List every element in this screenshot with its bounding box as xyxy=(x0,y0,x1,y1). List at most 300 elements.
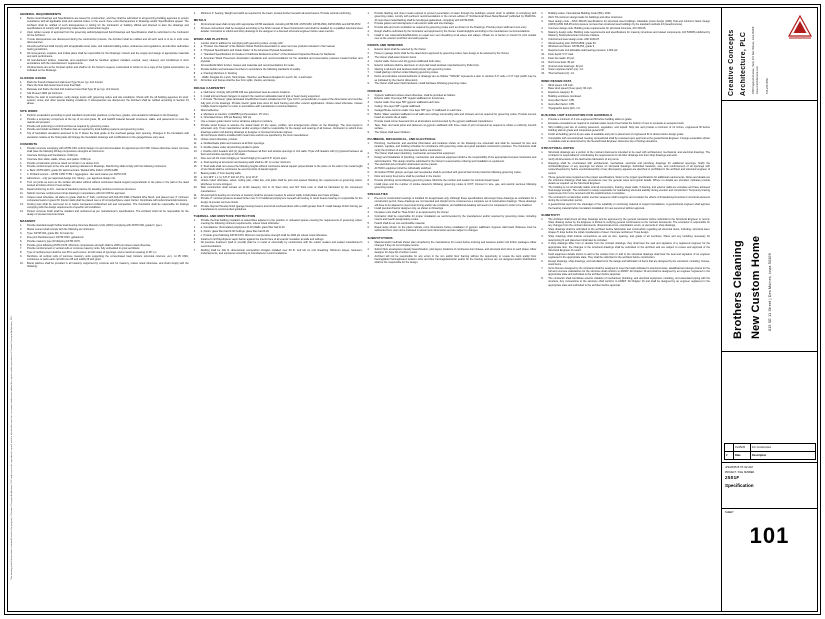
spec-item-number: 8. xyxy=(193,71,196,75)
spec-item-number: 12. xyxy=(193,145,198,149)
spec-item-number: 7. xyxy=(541,106,544,110)
spec-item-number: 3. xyxy=(367,254,370,258)
spec-item-number: 4. xyxy=(193,108,196,112)
spec-item xyxy=(541,242,710,252)
spec-item-number: 11. xyxy=(20,191,24,195)
spec-item xyxy=(20,38,189,45)
revision-header-row xyxy=(725,452,816,460)
spec-item xyxy=(194,157,363,160)
spec-item xyxy=(368,142,537,152)
spec-item-text: Structural drawings are a portion of the contract documents intended to be used with architectural, mechanical, and electrical drawings. The contractor is responsible for coordinating the requirements for all other drawings into their shop drawings and work. xyxy=(548,151,710,158)
spec-item-number: 1. xyxy=(20,113,23,117)
spec-item-number: 5. xyxy=(541,30,544,34)
spec-item-text: a. Nail frame: Comply with ASTM A36 use galvanized steel at exterior locations. xyxy=(200,90,291,94)
spec-item-text: b. Floors: glass fiber batt R-30 Ceilings: glass fiber batt R-49 xyxy=(200,229,269,233)
spec-item-text: a. 2x4 16'0" o.c. by 6.8'-0" 2x6 12'-0"/o. 12 & 10'-0" xyxy=(200,175,259,179)
spec-block xyxy=(541,213,710,287)
spec-item-text: Rock the final 2nd basement slab level Type W per typ. 2nd Interior. xyxy=(27,80,104,84)
spec-block-heading: STRUCTURAL NOTES xyxy=(541,146,575,150)
spec-item xyxy=(368,167,537,170)
specification-columns xyxy=(20,12,710,607)
spec-item-text: Before the start of construction, verify design levels with governing codes and site conditions. Check with the all building agencies for wind, seismic, snow, and other special loading conditions. If discrepancies are discovered, the Architect shall be notified according to Section 01 above. xyxy=(27,95,189,106)
spec-item xyxy=(194,205,363,212)
spec-item-text: Detail reinforcing to ACI - manual of standard practice for detailing reinforced concrete structures. xyxy=(27,187,137,191)
project-number: 2501F xyxy=(725,475,740,480)
spec-item-text: Concrete design code: Building code requirements for structural Concrete, ACI 318-05. xyxy=(548,26,647,30)
spec-item xyxy=(194,197,363,204)
spec-item xyxy=(368,34,537,41)
spec-item-number: 3. xyxy=(20,231,23,235)
spec-item-text: Verify all dimensions in the field before fabrication of any items. xyxy=(548,158,620,162)
spec-item xyxy=(194,146,363,149)
spec-item-text: Upon written receipt of approval from the governing authority/approved field Drawings and Specifications shall be submitted to the Contractor for the Architect. xyxy=(27,30,189,37)
spec-item xyxy=(541,133,710,136)
spec-item-text: Install pipes and the number of smoke detectors following governing codes & CO/T; Connect in wire, gas, and electric services following governing codes. xyxy=(374,182,537,189)
spec-item-number: 4. xyxy=(20,128,23,132)
spec-column-3 xyxy=(368,12,537,607)
spec-item-number: 6. xyxy=(20,243,23,247)
spec-block xyxy=(368,192,537,232)
spec-item-text: Provide fireproof firestop finish (garage firestop) beams around all overhead doors with a width greater than 8. Install Garage Finish framing per manufacturers recommended guidelines. xyxy=(200,204,363,211)
spec-item-number: 8. xyxy=(541,45,544,49)
spec-item xyxy=(541,137,710,144)
spec-item-number: 10. xyxy=(20,187,24,191)
spec-item-text: Perform excavations according to good standard construction practices, to the lines, grades, and elevations indicated on the Drawings. xyxy=(27,113,179,117)
spec-block-heading: WIND DESIGN DATA xyxy=(541,78,572,83)
sheet-number-block xyxy=(722,509,817,569)
spec-item-text: All manufactured articles, materials, and equipment shall be handled, applied, installed, erected, used, cleaned, and conditioned in strict accordance with the manufacturers' requirements. xyxy=(27,58,189,66)
spec-item-text: All structural steel shall comply with appropriate ASTM standards, including ASTM A36, ASTM A53, ASTM A500, ASTM A501 and ASTM A572. xyxy=(200,23,362,27)
spec-item-text: Gust effect factor: 0.85. xyxy=(548,98,575,102)
spec-item-number: 23. xyxy=(193,204,198,208)
spec-column-2 xyxy=(194,12,363,607)
spec-item-text: Windows and doors: ASTM A53, grade 5. xyxy=(548,45,595,49)
spec-item-number: 13. xyxy=(541,64,545,68)
spec-item-number: 9. xyxy=(541,49,544,53)
spec-block xyxy=(368,236,537,265)
spec-item xyxy=(541,176,710,186)
spec-item xyxy=(194,142,363,145)
spec-item xyxy=(541,277,710,287)
spec-item-text: Snow exposure factor (ce): 1.0. xyxy=(548,68,584,72)
spec-item-text: a. Stud spacing at all exterior and bearing walls shall be 16" on center minimum. xyxy=(200,160,292,164)
spec-item-text: Cold-formed steel design code: AISI S100-07. xyxy=(548,37,600,41)
spec-item-text: b. Double plates under all plumbing parallel to joists. xyxy=(200,145,260,149)
spec-item-number: 4. xyxy=(541,95,544,99)
spec-item-number: 5. xyxy=(20,95,23,99)
spec-item xyxy=(194,230,363,233)
spec-item-text: Provide reinforcement or vertical cells or concrete masonry units, fully embedded in grout as follows: xyxy=(27,247,140,251)
spec-item xyxy=(20,232,189,235)
spec-item-text: Architect will not be responsible for any errors in the non and/or floor framing without the opportunity to review the work and/or floor framing/joists framing/issues location sizes and floor framing/joists/order and/or for the framing services are not designed and/or distributions shall be the responsible for the design. xyxy=(374,254,537,265)
spec-item-text: Wind speed: 115 mph. xyxy=(548,83,574,87)
spec-item-text: c. Double 2x12 headers with (1) plywood between all floor and window openings in 2x4 walls. Triple 2x8 headers with (2) plywood between all floor and window openings at 2x6 walls. xyxy=(200,149,363,157)
spec-item-number: 3. xyxy=(541,91,544,95)
spec-item-text: Drawings shall be coordinated with architectural, mechanical, electrical and plumbing drawings for additional openings. Notify the Architect/Engineer of any openings not shown on structural drawings. Submitted locations, size, and reinforcement of all openings with respect/required by before erection/assembly of any discrepancy appears are sketched or prohibited in the architect and structural engineer of record. xyxy=(548,161,710,175)
spec-item-text: Provide soil poisoning to control termites as required by governing codes. xyxy=(27,124,110,128)
spec-item-number: 5. xyxy=(367,222,370,226)
spec-item-text: Plumbing, mechanical, and electrical information and locations shown on the Drawings are schematic and shall be reviewed for size and location, supplies, and building schedule for compliance with governing codes and good standard construction practices. The Contractor shall verify the Architect of any discrepancies before construction. xyxy=(374,142,537,152)
spec-item-number: 7. xyxy=(541,41,544,45)
spec-item xyxy=(368,179,537,182)
spec-item xyxy=(194,186,363,193)
spec-item-text: The Owner shall select finishes. xyxy=(374,130,411,134)
spec-item-text: The building is not structurally stable until all connections, framing, shear walls, X-bracing, and exterior walls are complete and have achieved final design strength. The contractor is solely responsible for maintaining structural stability during erection and construction. Temporary bracing systems are from to be removed until the work/structure is complete. xyxy=(548,185,710,196)
spec-item-text: Ceiling: One layer 5/8" regular wallboard. xyxy=(374,105,421,109)
spec-item xyxy=(368,60,537,63)
spec-item-number: 20. xyxy=(193,186,198,190)
spec-item-number: 1. xyxy=(193,41,196,45)
spec-item xyxy=(541,91,710,94)
spec-item-text: Gust effect factor: 0.85. xyxy=(548,102,575,106)
spec-item-number: 14. xyxy=(20,209,24,213)
spec-item-text: Provide builder and laminated members in accordance the following standards of quality: xyxy=(200,67,301,71)
spec-item xyxy=(20,262,189,269)
spec-item-text: Bearing walls, 2' from bearing walls, xyxy=(200,171,242,175)
spec-item-text: Admixtures – only per approved design mix. Slump – per approved design mix. xyxy=(27,176,116,180)
spec-item-number: 19. xyxy=(193,179,198,183)
spec-block xyxy=(368,43,537,85)
spec-block xyxy=(194,86,363,211)
spec-item xyxy=(368,197,537,207)
spec-item-text: Masonry design code: Building code requirements and specifications for masonry structures and related components, ACI 530/05 published by Masonry Society/American Concrete Institute. xyxy=(548,30,710,37)
spec-block xyxy=(20,219,189,268)
spec-column-4 xyxy=(541,12,710,607)
spec-item-text: Type: ASTM C91, grade M2, for local mix. xyxy=(27,231,75,235)
spec-block xyxy=(368,12,537,40)
spec-item xyxy=(541,267,710,277)
spec-item-number: 1. xyxy=(541,117,544,121)
spec-item-number: 5. xyxy=(20,165,23,169)
spec-item-number: 2. xyxy=(541,87,544,91)
spec-item-number: 16. xyxy=(193,164,198,168)
spec-item-number: 7. xyxy=(367,119,370,123)
spec-item-number: 3. xyxy=(193,229,196,233)
spec-item-text: All HVAC equipment shall be individually switched. xyxy=(374,167,432,171)
spec-block xyxy=(541,146,710,210)
spec-item xyxy=(194,79,363,82)
firm-identity-block xyxy=(722,8,817,101)
spec-item-text: Provide a minimum of 3 non-engineered fill before building slabs on grade. xyxy=(548,117,633,121)
spec-block-heading: SUBSTITUTIONS xyxy=(367,235,393,240)
spec-item-number: 5. xyxy=(541,136,544,140)
spec-item-number: 9. xyxy=(193,134,196,138)
spec-item-text: Provide grout following ASTM C476. Minimum compressive strength shall be 2000 psi unless noted otherwise. xyxy=(27,243,152,247)
spec-item-number: 5. xyxy=(20,239,23,243)
spec-item xyxy=(20,52,189,59)
spec-block-heading: ROUGH CARPENTRY xyxy=(193,85,226,90)
spec-item-text: Finish all building yard to its pre-state of available and prior to placement of engineered fill or above before design grade. xyxy=(548,132,685,136)
project-identity-block xyxy=(722,101,817,352)
spec-item xyxy=(541,53,710,56)
spec-item-number: 1. xyxy=(20,17,23,20)
spec-item-text: The electrical sub-contractor shall select service panels. xyxy=(374,163,438,167)
spec-item-text: Design drawings, shop drawings, and calculations for the design and fabrication of items that are designed by the contractor, including: trusses, wood items. xyxy=(548,259,710,267)
spec-item-text: c. Provide "Hurricane" glass laminated sized/further beams installed and for Type Unit 5, perpendicular or equal of the dimensions and member fully joint on the drawings. Provide interior guide lines sizes for deck framing and other exterior applications. Unless noted otherwise, trusses multiple beams together to resist, in accordance with manufacturer recommendations. xyxy=(200,98,363,108)
spec-item-text: Ground snow load legs: 30 psf. xyxy=(548,64,584,68)
spec-item-number: 8. xyxy=(20,251,23,255)
spec-item-text: Provide metal corner bead and trim at all locations recommended by the gypsum wallboard manufacturer. xyxy=(374,119,494,123)
spec-item-text: Provide construction joints as noted nor shown in or above 24.0. xyxy=(27,161,100,165)
spec-item-text: Field equipment details shown to add to the surface from or add to the structural drawings shall bear the seal and signature of an engineer registered in the appropriate state. They shall be submitted to the architect before construction. xyxy=(548,252,710,259)
spec-item-number: 6. xyxy=(541,37,544,41)
spec-item-number: 13. xyxy=(193,149,198,153)
spec-item xyxy=(541,186,710,196)
spec-item-number: 5. xyxy=(193,56,196,60)
spec-item-text: Type of reinforcement shall be one #5 in each corner, at both sides of openings, and a maximum spacing of 48" o.c. xyxy=(27,251,158,255)
spec-item-text: b. Orientated sheet: 225 psi Bearing: 320 psi xyxy=(200,116,252,120)
spec-item-number: 4. xyxy=(367,30,370,34)
spec-item-text: b. Stud walls shall not exceed the following heights without continuous lateral support perpendicular to the plane on the wall or the metal height of two Studs shall be continuous be second points of lateral support. xyxy=(200,164,363,171)
spec-item-text: These general notes supplement the project specifications. Refer to the project specifications for additional requirements. Notes and details are the structural drawings shall take precedence over the general notes and typical details. Where no details are provided, indicates provide details as required, as the Structural Engineer. xyxy=(548,175,710,186)
spec-block-heading: SUMBTIVITY xyxy=(541,212,561,217)
spec-item-number: 11. xyxy=(193,142,198,146)
spec-item xyxy=(368,255,537,265)
spec-item-text: All steel connections shall be designed according to the AISC manual of Steel Construction and shall be detailed by a qualified structural steel detailer. Contractor to submit and shop drawings to the designer or a licensed structural engineer before steel erection. xyxy=(200,27,363,34)
spec-item xyxy=(194,72,363,75)
spec-item-text: All lumber and frames shall be free from splits, checks, and decay. xyxy=(200,79,276,83)
spec-item-number: 15. xyxy=(193,160,198,164)
spec-item-number: 7. xyxy=(20,66,23,70)
spec-item xyxy=(541,122,710,125)
spec-item-number: 2. xyxy=(193,27,196,31)
spec-item-number: 7. xyxy=(20,173,23,177)
spec-item-number: 6. xyxy=(541,102,544,106)
spec-item-number: 2. xyxy=(367,22,370,26)
spec-item-number: 10. xyxy=(541,53,545,57)
spec-item-number: 18. xyxy=(193,175,198,179)
spec-item-text: All wood joints bearing on concrete or masonry shall be pressure treated. At exterior walls, install plates over foam all plate. xyxy=(200,193,340,197)
spec-item-number: 9. xyxy=(193,75,196,79)
spec-item-text: Items that are designed by the contractor shall be designed to meet the loads indicated in structural notes, detail/load and design criteria for the full and concrete calculations for the structure shall conform to ANSI/T. All Chapter 16 and shall be designed by an engineer registered in the appropriate state and submitted to the architect before approval. xyxy=(548,266,710,277)
spec-item xyxy=(541,16,710,19)
spec-item-number: 3. xyxy=(20,124,23,128)
spec-block-heading: SPECIALTIES xyxy=(367,192,388,197)
revision-header-date: Date xyxy=(734,452,751,460)
spec-item-number: 3. xyxy=(367,156,370,160)
spec-item-text: Wood bearing joist: ASTM A569, grade 60. xyxy=(548,41,597,45)
spec-item-text: Steel design code - AISC 360-05 specifications for structural steel buildings. Allowable stress design (ASD) final and minimum factor design (LRFD) ANSI 318-05 wind pressure not less than structural steel buildings by the standard methods 13 (steel/concrete). xyxy=(548,19,710,26)
spec-item-number: 4. xyxy=(541,175,544,179)
spec-block-heading: DOORS AND WINDOWS xyxy=(367,43,404,48)
spec-item-number: 6. xyxy=(20,58,23,62)
spec-item-text: The Owner shall select field hardware; install hardware following governing codes. xyxy=(374,82,468,86)
spec-item-text: All dimensions are at the Contract option and shall be on the Owner's request, constructed or written to on a copy of the typical construction, as indicated on the Drawings. xyxy=(27,66,189,73)
spec-item xyxy=(541,107,710,110)
spec-item xyxy=(194,226,363,229)
spec-item xyxy=(20,88,189,91)
spec-item xyxy=(541,196,710,203)
spec-item xyxy=(20,240,189,243)
spec-item-text: Wood adhesive: xyxy=(200,108,219,112)
spec-item-text: Fireplace units shall be 'Heat-N-Glo' or as approved by the Owner. xyxy=(374,211,450,215)
spec-item xyxy=(20,228,189,231)
spec-item xyxy=(541,228,710,235)
spec-item-text: a. Double/staple joists and retainers at all floor openings. xyxy=(200,142,265,146)
spec-item-text: Gypsum wallboard unless noted otherwise, shall be provided as follows: xyxy=(374,93,456,97)
spec-item-number: 2. xyxy=(541,158,544,162)
spec-item-number: 6. xyxy=(193,64,196,68)
spec-block xyxy=(541,113,710,143)
spec-item-text: Design and installation of plumbing, mechanical, and electrical equipment shall be the responsibility of the appropriate licensed contractors and subcontractors. This design shall be submitted for the Owner's review before ordering and installation or equipment. xyxy=(374,156,537,163)
spec-item-text: Required safe roof allowable wall bearing pressure: 2,000 psf. xyxy=(548,49,619,53)
spec-item xyxy=(541,151,710,158)
spec-block xyxy=(368,89,537,135)
spec-item-number: 7. xyxy=(367,174,370,178)
spec-item-number: 1. xyxy=(193,12,196,15)
spec-item-text: Minimum 4" bearing. Weight and width as required for the beam, located lumber beneath all wood beams. Provide vertical reinforcing. xyxy=(200,12,352,15)
spec-item-number: 3. xyxy=(20,157,23,161)
spec-item-text: Roofing shall be 240 lb. dimensional composition shingles installed over 30 lb. roof felt on roof sheathing. Minimum slopes, fasteners, underlayments, and exposures according to manufacturer recommendations. xyxy=(200,248,363,255)
spec-item xyxy=(194,109,363,112)
spec-item xyxy=(20,203,189,210)
spec-item-text: Provide side and resin ventilation as required by governing codes such as shown on the Drawings. Provide proper width and vent entry. xyxy=(374,26,527,30)
spec-item-text: Strip building pad site of existing pavement, vegetation, and topsoil. Strip site and provide a minimum of 12 inches, engineered fill before building slab on grade and compacted general fill. xyxy=(548,125,710,132)
spec-item-text: Shop drawings shall be submitted to the architect before fabrication and construction regarding all structural items, including: structural steel, shapes 5' days before the initial consideration of steel. Concrete reinforced. Truss design. xyxy=(548,228,710,235)
project-name-line2: New Custom Home xyxy=(750,235,762,339)
spec-item-text: Baths: Water resistant wallboard at all walls and ceilings surrounding tubs and showers and as required for governing codes. Provide cement board at ceramic tile at walls. xyxy=(374,112,537,120)
spec-item xyxy=(541,126,710,133)
spec-item-number: 2. xyxy=(367,97,370,101)
spec-item-number: 11. xyxy=(541,56,545,60)
spec-block-heading: BUILDING UNIT EXCAVATION FOR HANDRAILS xyxy=(541,112,613,117)
spec-item-number: 1. xyxy=(20,146,23,150)
spec-block-heading: THERMAL AND MOISTURE PROTECTION xyxy=(193,214,256,218)
spec-item-text: - Walls: Douglas Fir–Larch, Stud Grade - Member, and Beams Douglas Fir–Larch, No. 2 and better. xyxy=(200,75,313,79)
spec-item-number: 2. xyxy=(367,152,370,156)
spec-item-text: Stair construction shall contain an 11.0/2 category, 2x4 or 2x Steel stud, and 3/4" thick resin or shall be fabricated by the component manufacturer. xyxy=(200,186,363,193)
spec-item xyxy=(541,20,710,27)
spec-item xyxy=(368,109,537,112)
spec-item xyxy=(541,253,710,260)
spec-item-text: Shop drawings shall include connections as well as size, spacing, and grade of all members. Plans and any including necessary for determining fit and placement shall also be included. xyxy=(548,235,710,242)
spec-item-text: Provide thermal building insulation at assemblies adjacent to the position or unheated spaces meeting the requirements of governing codes, meeting the following minimum requirements, unless noted otherwise: xyxy=(200,219,363,226)
spec-item-number: 6. xyxy=(20,169,23,173)
firm-logo-icon xyxy=(787,14,813,40)
spec-item-text: Unless noted otherwise, select, ceiling joist, collar ties, and joists shall be joist and spaced following the requirements at governing codes; whichever is more stringent. xyxy=(200,179,363,186)
spec-item-number: 6. xyxy=(541,259,544,263)
spec-item-text: Floor and sump fixed some shall be provided in the interior. xyxy=(374,174,442,178)
spec-item-text: Place the final slab Government level final Slab. xyxy=(27,84,81,88)
spec-item-number: 8. xyxy=(20,176,23,180)
spec-block-heading: WOOD AND PLASTICS xyxy=(193,36,228,41)
firm-phone: 515.225.3559 xyxy=(766,78,769,94)
spec-item xyxy=(541,118,710,121)
spec-item-text: Provide gutters and downspouts on all exterior walls and site drainage. xyxy=(374,22,455,26)
spec-item-text: Provide reinforcement at the size and spacing indicated on Drawings. Reinforcing shall comply with the following minimums: xyxy=(27,165,167,169)
spec-item xyxy=(20,196,189,203)
spec-item-text: Install a 6 mil Polyethylene vapor barrier against the interior face of all exterior insulation at walls and ceilings. xyxy=(200,237,325,241)
spec-block xyxy=(20,109,189,139)
spec-item xyxy=(194,172,363,175)
spec-item-number: 5. xyxy=(541,98,544,102)
spec-item-number: 5. xyxy=(20,132,23,136)
spec-block-heading: CONCRETE xyxy=(20,141,38,146)
spec-item-text: Top of foundation elevations assumed to be 0' above the final grade at the overhead garage door opening. Changes in the foundation wall elevations relative to the final grade will change the foundation drawings and modifications to the garage/house entry area. xyxy=(27,132,189,139)
spec-item-number: 1. xyxy=(367,240,370,244)
spec-item-number: 1. xyxy=(367,48,370,52)
spec-item-number: 2. xyxy=(20,228,23,232)
spec-item-number: 6. xyxy=(541,196,544,200)
spec-item-number: 3. xyxy=(193,98,196,102)
spec-item-number: 4. xyxy=(20,92,23,96)
spec-item-number: 5. xyxy=(367,33,370,37)
spec-item-text: Excavate excavations as required to maintain water levels 2 feet below the bottom of new or excavate an accepted work. xyxy=(548,121,685,125)
spec-item-number: 6. xyxy=(367,67,370,71)
spec-item-number: 10. xyxy=(193,79,198,83)
spec-item-number: 1. xyxy=(541,151,544,154)
spec-item-number: 1. xyxy=(367,197,370,201)
spec-item xyxy=(20,92,189,95)
spec-block xyxy=(541,12,710,76)
spec-item xyxy=(194,53,363,56)
spec-item xyxy=(20,45,189,52)
spec-item-number: 17. xyxy=(193,171,198,175)
spec-block xyxy=(541,79,710,110)
spec-item xyxy=(20,118,189,125)
sheet-info-block xyxy=(722,463,817,509)
spec-item xyxy=(368,113,537,120)
spec-item-text: Install in wet cutters/window/Windows on equal over vent sheathing at all eaves and valleys. Obtain ice or barrier or interior for joint outside over at the exterior at all floor and wall systems. xyxy=(374,33,537,41)
spec-item-text: Lumber shall in addition be complying with governing codes, comply with: xyxy=(200,41,284,45)
spec-block-heading: FINISHES xyxy=(367,88,383,93)
spec-item xyxy=(20,59,189,66)
spec-item-number: 3. xyxy=(541,125,544,129)
spec-item-number: 3. xyxy=(367,211,370,215)
spec-item-text: Doors and windows constructed/units or drawings are as follows: "5X6x40" represents a door or window 3'-0" wide x 6'-0" high (width may be as indicated by the interior dimension). xyxy=(374,75,537,82)
spec-item xyxy=(541,203,710,210)
spec-item xyxy=(368,12,537,22)
spec-item-number: 1. xyxy=(541,217,544,221)
spec-item-number: 7. xyxy=(193,67,196,71)
spec-item xyxy=(194,219,363,226)
spec-item xyxy=(368,56,537,59)
spec-item-text: Material and/or methods shown plan compiled by the manufacturer for review before ordering and issuance and/or roof further packages. Allow changes if they do not complete review. xyxy=(374,240,537,247)
spec-item-number: 4. xyxy=(193,233,196,237)
spec-block xyxy=(368,137,537,189)
revision-date: 01/15/25 xyxy=(734,444,751,452)
spec-item xyxy=(368,124,537,131)
spec-item-text: Exterior windows shall be aluminum or vinyl-clad wood windows manufactured by Pella Corp. xyxy=(374,63,480,67)
spec-item-text: The contractor's construction and/or erection sequence shall recognize and consider the effects of limited/unsymmetrical or structural elements during the construction period. xyxy=(548,196,710,203)
spec-item xyxy=(20,192,189,195)
spec-item-number: 9. xyxy=(20,180,23,184)
spec-item xyxy=(368,30,537,33)
spec-item xyxy=(368,241,537,248)
spec-item-number: 3. xyxy=(20,37,23,41)
spec-block xyxy=(194,214,363,255)
spec-item-number: 1. xyxy=(20,224,23,228)
spec-item xyxy=(20,251,189,254)
spec-item-text: All wood/solid fabric lumber, trusses and materials and recommendations for cedar. xyxy=(200,64,295,68)
spec-item-number: 2. xyxy=(193,226,196,230)
spec-block xyxy=(20,12,189,73)
spec-item xyxy=(541,162,710,175)
spec-item-text: All outdoor HVAC groups, and gas well receptacles shall be provided with ground fault circuit protection following governing codes. xyxy=(374,171,522,175)
spec-item xyxy=(368,64,537,67)
spec-item-number: 1. xyxy=(367,12,370,15)
spec-item-number: 2. xyxy=(541,121,544,125)
spec-item-number: 1. xyxy=(193,23,196,27)
spec-item-text: Soil Present 2000 psf minimum. xyxy=(27,92,63,96)
spec-item-number: 7. xyxy=(20,247,23,251)
plot-timestamp: 4/3/2025 8:37:32 AM xyxy=(725,465,753,469)
spec-item xyxy=(368,82,537,85)
spec-item-text: Mortar cement shall comply with the following as minimums: xyxy=(27,228,95,232)
spec-block xyxy=(20,142,189,216)
spec-item-text: Compatible with unconstrained meeting occupational shall be reviewed upon approval at the geotechnical Engineer. Foreign excavation shown to suitable ends as determined by the Geotechnical Engineer. Extensive top of footing elevations. xyxy=(548,136,710,143)
revision-header-no: # xyxy=(725,452,734,460)
